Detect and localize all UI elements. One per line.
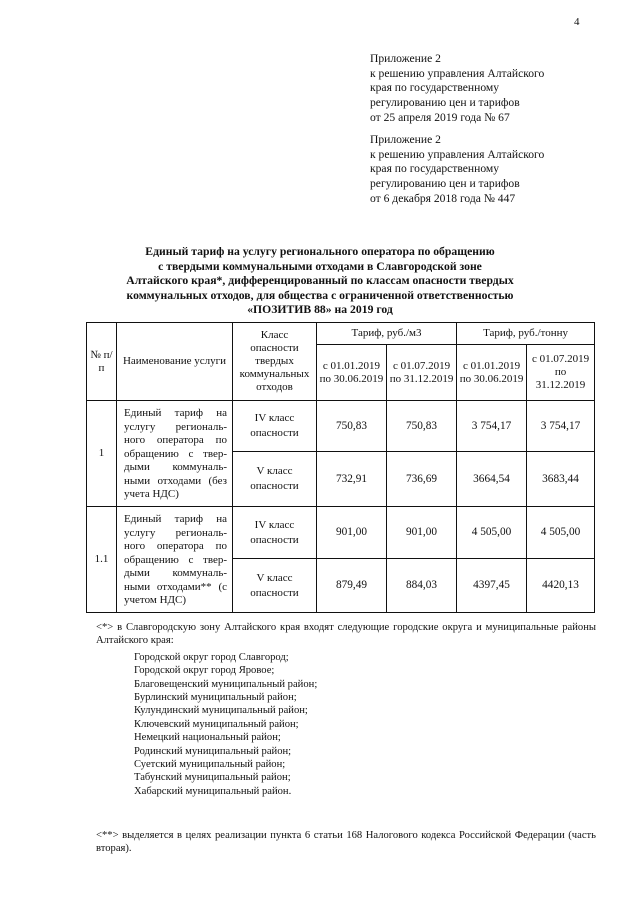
row-service-name: Единый тариф на услугу региональ-ного оператора по обращению с твер-дыми коммуналь-ными отходами** (с учетом НДС) <box>117 507 233 613</box>
appendix-block-2 <box>370 133 544 207</box>
header-num: № п/п <box>87 323 117 401</box>
table-row <box>87 507 595 559</box>
document-title <box>60 245 580 318</box>
header-name: Наименование услуги <box>117 323 233 401</box>
tariff-value: 901,00 <box>317 507 387 559</box>
title-line: с твердыми коммунальными отходами в Славгородской зоне <box>158 259 482 273</box>
footnote-zone <box>96 621 596 798</box>
footnote-vat: <**> выделяется в целях реализации пункта 6 статьи 168 Налогового кодекса Российской Федерации (часть вторая). <box>96 830 596 855</box>
tariff-value: 4 505,00 <box>527 507 595 559</box>
appendix-line: от 6 декабря 2018 года № 447 <box>370 191 516 205</box>
tariff-value: 879,49 <box>317 559 387 613</box>
header-period: с 01.01.2019 по 30.06.2019 <box>317 345 387 401</box>
page-number: 4 <box>574 16 580 28</box>
list-item: Хабарский муниципальный район. <box>134 785 292 797</box>
list-item: Родинский муниципальный район; <box>134 745 292 757</box>
header-period: с 01.07.2019 по 31.12.2019 <box>527 345 595 401</box>
header-period: с 01.01.2019 по 30.06.2019 <box>457 345 527 401</box>
district-list <box>96 651 596 798</box>
title-line: «ПОЗИТИВ 88» на 2019 год <box>247 303 393 316</box>
header-period: с 01.07.2019 по 31.12.2019 <box>387 345 457 401</box>
hazard-class: IV класс опасности <box>233 507 317 559</box>
list-item: Ключевский муниципальный район; <box>134 718 299 730</box>
appendix-line: Приложение 2 <box>370 133 441 146</box>
appendix-line: края по государственному <box>370 162 500 176</box>
hazard-class: IV класс опасности <box>233 401 317 452</box>
footnote-text: <*> в Славгородскую зону Алтайского края входят следующие городские округа и муниципальные районы Алтайского края: <box>96 622 596 647</box>
tariff-value: 3 754,17 <box>527 401 595 452</box>
tariff-value: 4420,13 <box>527 559 595 613</box>
tariff-table <box>86 322 595 613</box>
hazard-class: V класс опасности <box>233 559 317 613</box>
title-line: коммунальных отходов, для общества с ограниченной ответственностью <box>126 288 514 302</box>
tariff-value: 901,00 <box>387 507 457 559</box>
list-item: Бурлинский муниципальный район; <box>134 692 297 704</box>
tariff-value: 3683,44 <box>527 452 595 507</box>
list-item: Кулундинский муниципальный район; <box>134 705 308 717</box>
list-item: Немецкий национальный район; <box>134 732 281 744</box>
title-line: Единый тариф на услугу регионального оператора по обращению <box>145 245 495 258</box>
row-service-name: Единый тариф на услугу региональ-ного оператора по обращению с твер-дыми коммуналь-ными отходами (без учета НДС) <box>117 401 233 507</box>
appendix-line: регулированию цен и тарифов <box>370 96 520 110</box>
tariff-value: 732,91 <box>317 452 387 507</box>
title-line: Алтайского края*, дифференцированный по классам опасности твердых <box>126 274 514 287</box>
header-class: Класс опасности твердых коммунальных отходов <box>233 323 317 401</box>
row-num: 1.1 <box>87 507 117 613</box>
tariff-value: 884,03 <box>387 559 457 613</box>
tariff-value: 4 505,00 <box>457 507 527 559</box>
table-row <box>87 401 595 452</box>
tariff-value: 4397,45 <box>457 559 527 613</box>
tariff-value: 750,83 <box>317 401 387 452</box>
tariff-value: 3 754,17 <box>457 401 527 452</box>
appendix-line: от 25 апреля 2019 года № 67 <box>370 110 510 124</box>
tariff-value: 3664,54 <box>457 452 527 507</box>
tariff-value: 736,69 <box>387 452 457 507</box>
header-tariff-ton: Тариф, руб./тонну <box>457 323 595 345</box>
list-item: Благовещенский муниципальный район; <box>134 678 318 690</box>
appendix-line: края по государственному <box>370 81 500 95</box>
header-tariff-m3: Тариф, руб./м3 <box>317 323 457 345</box>
appendix-line: к решению управления Алтайского <box>370 147 545 161</box>
row-num: 1 <box>87 401 117 507</box>
appendix-line: Приложение 2 <box>370 52 441 65</box>
appendix-block-1 <box>370 52 544 126</box>
list-item: Городской округ город Яровое; <box>134 665 275 677</box>
list-item: Табунский муниципальный район; <box>134 772 291 784</box>
hazard-class: V класс опасности <box>233 452 317 507</box>
list-item: Городской округ город Славгород; <box>134 651 289 663</box>
list-item: Суетский муниципальный район; <box>134 759 286 771</box>
appendix-line: регулированию цен и тарифов <box>370 177 520 191</box>
tariff-value: 750,83 <box>387 401 457 452</box>
appendix-line: к решению управления Алтайского <box>370 66 545 80</box>
